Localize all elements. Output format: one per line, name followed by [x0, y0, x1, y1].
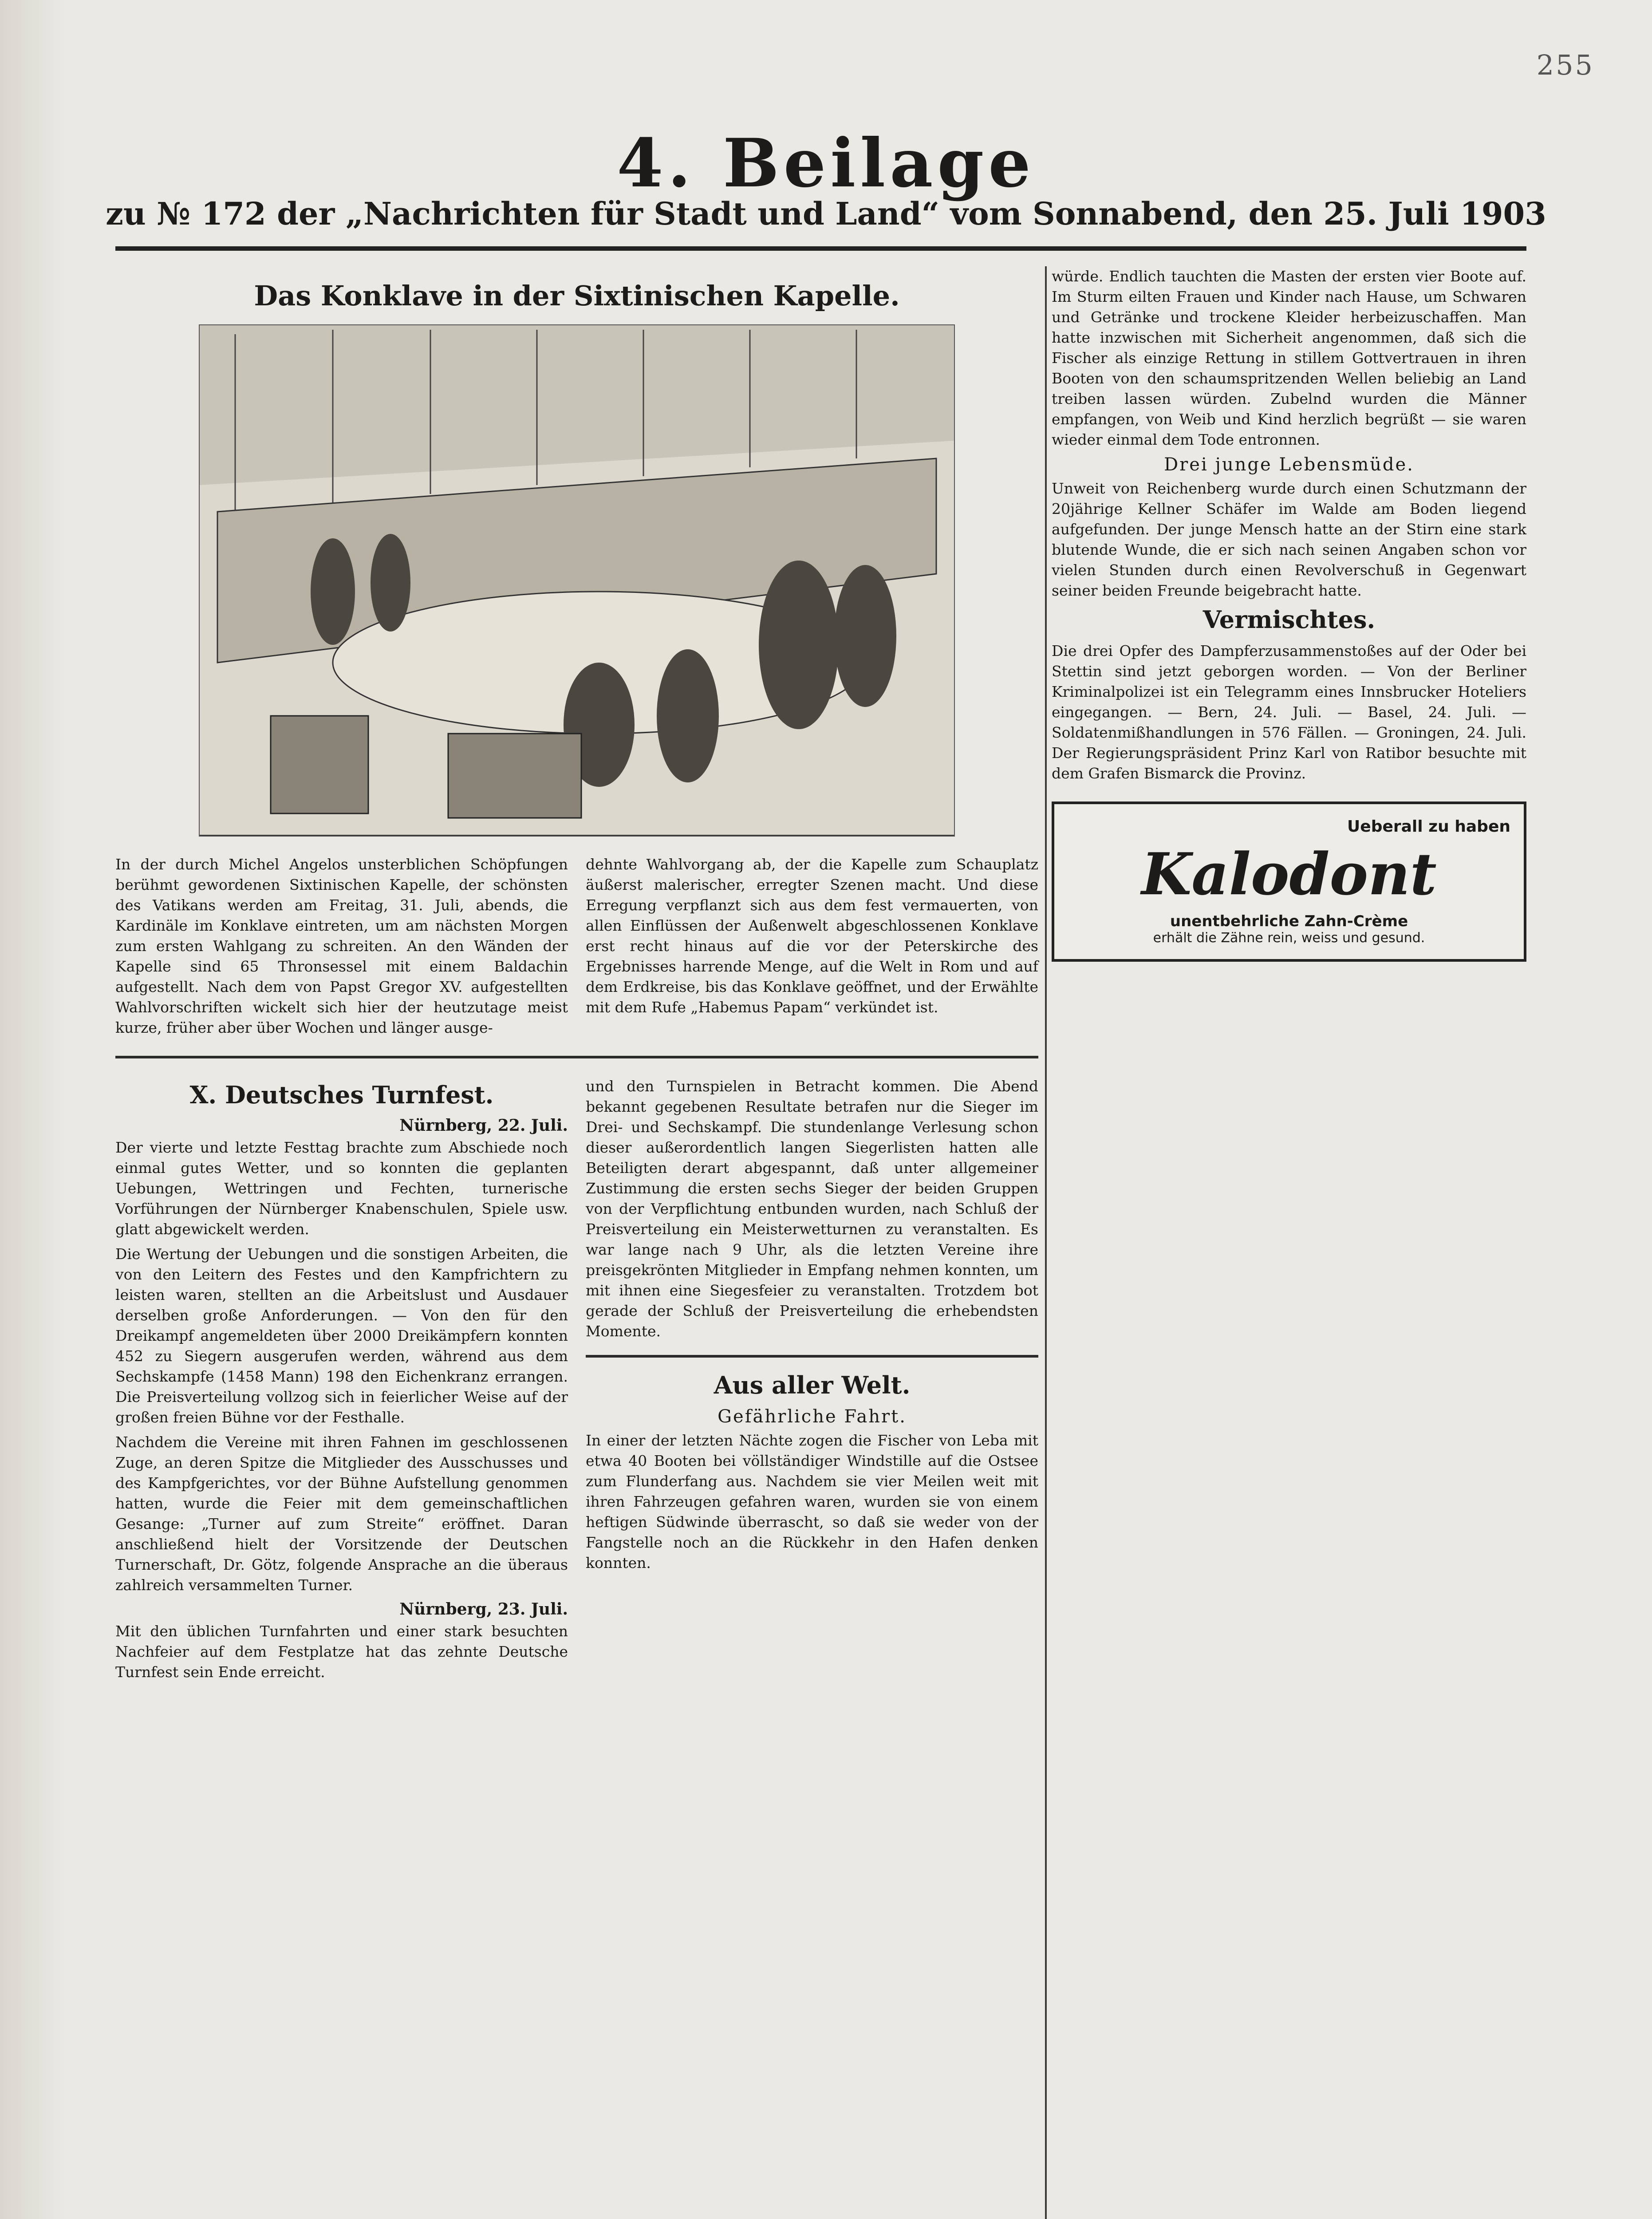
kalodont-advertisement [1052, 802, 1526, 962]
welt-p1: In einer der letzten Nächte zogen die Fischer von Leba mit etwa 40 Booten bei völlständiger Windstille auf die Ostsee zum Flunderfang aus. Nachdem sie vier Meilen weit mit ihren Fahrzeugen gefahren waren, wurden sie von einem heftigen Südwinde überrascht, so daß sie weder von der Fangstelle noch an die Rückkehr in den Hafen denken konnten. [586, 1432, 1038, 1571]
turnfest-p3: Nachdem die Vereine mit ihren Fahnen im geschlossenen Zuge, an deren Spitze die Mitglieder des Ausschusses und des Kampfgerichtes, vor der Bühne Aufstellung genommen hatten, wurde die Feier mit dem gemeinschaftlichen Gesange: „Turner auf zum Streite“ eröffnet. Daran anschließend hielt der Vorsitzende der Deutschen Turnerschaft, Dr. Götz, folgende Ansprache an die überaus zahlreich versammelten Turner. [115, 1433, 568, 1594]
ad-slogan: unentbehrliche Zahn-Crème [1170, 912, 1408, 930]
welt-p3: Unweit von Reichenberg wurde durch einen Schutzmann der 20jährige Kellner Schäfer im Walde am Boden liegend aufgefunden. Der junge Mensch hatte an der Stirn eine stark blutende Wunde, die er sich nach seinen Angaben schon vor vielen Stunden durch einen Revolverschuß in Gegenwart seiner beiden Freunde beigebracht hatte. [1052, 480, 1526, 599]
welt-p2: würde. Endlich tauchten die Masten der ersten vier Boote auf. Im Sturm eilten Frauen und Kinder nach Hause, um Schwaren und Getränke und trockene Kleider herbeizuschaffen. Man hatte inzwischen mit Sicherheit angenommen, daß sich die Fischer als einzige Rettung in stillem Gottvertrauen in ihren Booten von den schaumspritzenden Wellen beliebig an Land treiben lassen würden. Zubelnd wurden die Männer empfangen, von Weib und Kind herzlich begrüßt — sie waren wieder einmal dem Tode entronnen. [1052, 268, 1526, 448]
page-edge-shadow [0, 0, 67, 2219]
ad-brand: Kalodont [1141, 840, 1437, 908]
welt-title: Aus aller Welt. [714, 1371, 911, 1399]
column-divider [1045, 266, 1047, 2219]
supplement-subtitle: zu № 172 der „Nachrichten für Stadt und Land“ vom Sonnabend, den 25. Juli 1903 [106, 195, 1546, 232]
turnfest-dateline-2: Nürnberg, 23. Juli. [399, 1600, 568, 1619]
konklave-col1: In der durch Michel Angelos unsterblichen Schöpfungen berühmt gewordenen Sixtinischen Kapelle, der schönsten des Vatikans werden am Freitag, 31. Juli, abends, die Kardinäle im Konklave eintreten, um am nächsten Morgen zum ersten Wahlgang zu schreiten. An den Wänden der Kapelle sind 65 Thronsessel mit einem Baldachin aufgestellt. Nach dem von Papst Gregor XV. aufgestellten Wahlvorschriften wickelt sich hier der heutzutage meist kurze, früher aber über Wochen und länger ausge- [115, 856, 568, 1036]
page-number: 255 [1536, 49, 1594, 81]
welt-sub-2: Drei junge Lebensmüde. [1164, 454, 1414, 475]
welt-rule [586, 1355, 1038, 1358]
lower-section [115, 1076, 1038, 1687]
section-rule [115, 1056, 1038, 1058]
turnfest-dateline-1: Nürnberg, 22. Juli. [399, 1116, 568, 1135]
vermischtes-title: Vermischtes. [1203, 605, 1376, 634]
konklave-col2: dehnte Wahlvorgang ab, der die Kapelle zum Schauplatz äußerst malerischer, erregter Szenen macht. Und diese Erregung verpflanzt sich aus dem fest vermauerten, von allen Einflüssen der Außenwelt abgeschlossenen Konklave erst recht hinaus auf die vor der Peterskirche des Ergebnisses harrende Menge, auf die Welt in Rom und auf dem Erdkreise, bis das Konklave geöffnet, und der Erwählte mit dem Rufe „Habemus Papam“ verkündet ist. [586, 856, 1038, 1016]
turnfest-p2: Die Wertung der Uebungen und die sonstigen Arbeiten, die von den Leitern des Festes und den Kampfrichtern zu leisten waren, stellten an die Arbeitslust und Ausdauer derselben große Anforderungen. — Von den für den Dreikampf angemeldeten über 2000 Dreikämpfern konnten 452 zu Siegern ausgerufen werden, während aus dem Sechskampfe (1458 Mann) 198 den Eichenkranz errangen. Die Preisverteilung vollzog sich in feierlicher Weise auf der großen freien Bühne vor der Festhalle. [115, 1245, 568, 1426]
right-column [1052, 266, 1526, 962]
turnfest-p4: Mit den üblichen Turnfahrten und einer stark besuchten Nachfeier auf dem Festplatze hat das zehnte Deutsche Turnfest sein Ende erreicht. [115, 1623, 568, 1681]
left-columns [115, 266, 1038, 1687]
turnfest-p1: Der vierte und letzte Festtag brachte zum Abschiede noch einmal gutes Wetter, und so konnten die geplanten Uebungen, Wettringen und Fechten, turnerische Vorführungen der Nürnberger Knabenschulen, Spiele usw. glatt abgewickelt werden. [115, 1139, 568, 1238]
konklave-illustration [199, 324, 955, 837]
konklave-title: Das Konklave in der Sixtinischen Kapelle. [254, 280, 900, 312]
ad-tagline: erhält die Zähne rein, weiss und gesund. [1153, 930, 1425, 946]
welt-sub-1: Gefährliche Fahrt. [718, 1406, 907, 1427]
supplement-title: 4. Beilage [617, 124, 1035, 202]
turnfest-title: X. Deutsches Turnfest. [189, 1081, 494, 1109]
vermischtes-text: Die drei Opfer des Dampferzusammenstoßes auf der Oder bei Stettin sind jetzt geborgen worden. — Von der Berliner Kriminalpolizei ist ein Telegramm eines Innsbrucker Hoteliers eingegangen. — Bern, 24. Juli. — Basel, 24. Juli. — Soldatenmißhandlungen in 576 Fällen. — Groningen, 24. Juli. Der Regierungspräsident Prinz Karl von Ratibor besuchte mit dem Grafen Bismarck die Provinz. [1052, 642, 1526, 782]
konklave-text [115, 854, 1038, 1042]
turnfest-col2: und den Turnspielen in Betracht kommen. Die Abend bekannt gegebenen Resultate betrafen nur die Sieger im Drei- und Sechskampf. Die stundenlange Verlesung schon dieser außerordentlich langen Siegerlisten hatten alle Beteiligten derart abgespannt, daß unter allgemeiner Zustimmung die ersten sechs Sieger der beiden Gruppen von der Verpflichtung entbunden wurden, nach Schluß der Preisverteilung ein Meisterwetturnen zu veranstalten. Es war lange nach 9 Uhr, als die letzten Vereine ihre preisgekrönten Mitglieder in Empfang nehmen konnten, um mit ihnen eine Siegesfeier zu veranstalten. Trotzdem bot gerade der Schluß der Preisverteilung die erhebendsten Momente. [586, 1078, 1038, 1340]
ad-top-line: Ueberall zu haben [1347, 817, 1510, 836]
header-rule [115, 246, 1526, 251]
